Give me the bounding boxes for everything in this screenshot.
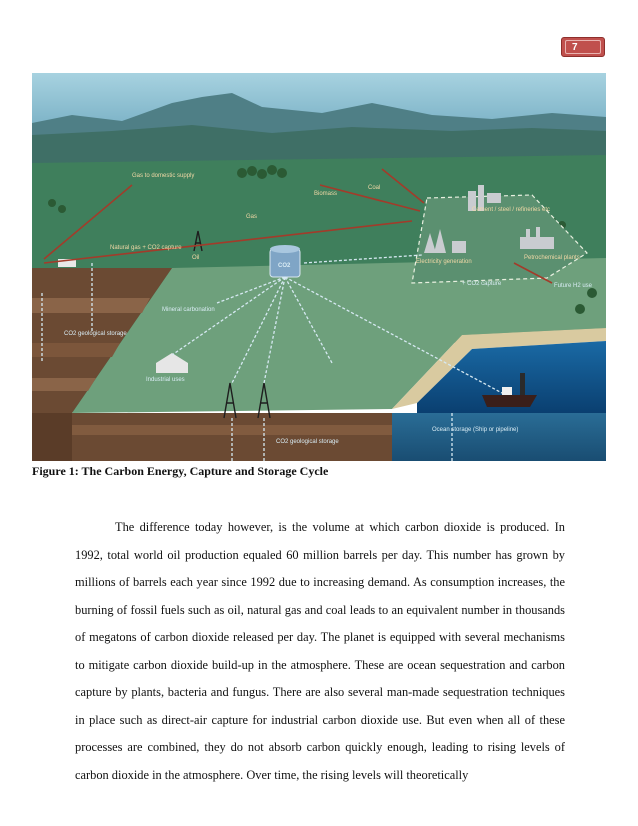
label-geo-bottom: CO2 geological storage <box>276 439 339 445</box>
carbon-cycle-figure <box>32 73 606 461</box>
label-natural-gas: Natural gas + CO2 capture <box>110 245 182 251</box>
soil-bottom <box>72 413 402 461</box>
label-biomass: Biomass <box>314 191 338 197</box>
label-co2-capture: + CO2 capture <box>462 281 502 287</box>
page-number: 7 <box>565 40 601 54</box>
label-geo-left: CO2 geological storage <box>64 331 127 337</box>
deep-ocean <box>392 413 606 461</box>
figure-caption: Figure 1: The Carbon Energy, Capture and Storage Cycle <box>32 464 329 478</box>
label-electricity: Electricity generation <box>416 259 472 265</box>
label-industrial: Industrial uses <box>146 377 185 383</box>
page-number-badge <box>561 37 605 57</box>
label-petrochemical: Petrochemical plants <box>524 255 580 261</box>
co2-tank-icon <box>270 245 300 277</box>
body-paragraph <box>75 514 565 789</box>
label-gas: Gas <box>246 214 258 220</box>
label-gas-domestic: Gas to domestic supply <box>132 173 195 179</box>
label-cement: Cement / steel / refineries etc <box>472 207 551 213</box>
carbon-cycle-illustration <box>32 73 606 461</box>
label-co2: CO2 <box>278 263 291 269</box>
paragraph-text: The difference today however, is the volume at which carbon dioxide is produced. In 1992, total world oil production equaled 60 million barrels per day. This number has grown by millions of barrels each year since 1992 due to increasing demand. As consumption increases, the burning of fossil fuels such as oil, natural gas and coal leads to an equivalent number in thousands of megatons of carbon dioxide released per day. The planet is equipped with several mechanisms to mitigate carbon dioxide build-up in the atmosphere. These are ocean sequestration and carbon capture by plants, bacteria and fungus. There are also several man-made sequestration techniques in place such as direct-air capture for industrial carbon dioxide use. But even when all of these processes are combined, they do not absorb carbon quickly enough, leading to rising levels of carbon dioxide in the atmosphere. Over time, the rising levels will theoretically <box>75 520 565 782</box>
label-future-h2: Future H2 use <box>554 283 593 289</box>
label-coal: Coal <box>368 185 381 191</box>
label-ocean: Ocean storage (Ship or pipeline) <box>432 427 519 433</box>
label-oil: Oil <box>192 255 200 261</box>
label-mineral: Mineral carbonation <box>162 307 215 313</box>
